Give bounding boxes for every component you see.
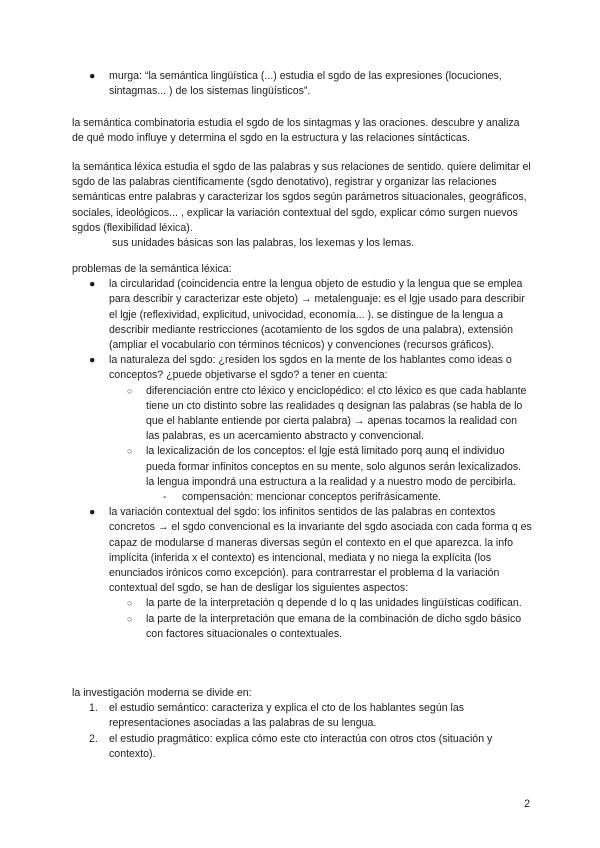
list-number: 2. <box>89 732 98 745</box>
murga-list <box>72 69 532 99</box>
list-item <box>72 505 532 596</box>
list-item <box>72 701 532 731</box>
bullet-circle: ○ <box>127 446 133 457</box>
investigacion-section <box>72 686 532 762</box>
list-item <box>72 444 532 490</box>
list-item <box>72 596 532 611</box>
list-item <box>72 69 532 99</box>
list-item <box>72 732 532 762</box>
investigacion-heading: la investigación moderna se divide en: <box>72 687 252 699</box>
bullet-dot: ● <box>89 506 96 519</box>
bullet-circle: ○ <box>127 613 133 624</box>
lexicalizacion-text: la lexicalización de los conceptos: el lgje está limitado porq aunq el individuo pueda formar infinitos conceptos en su mente, solo algunos serán lexicalizados. la lengua impondrá una estructura a la realidad y a nuestro modo de percibirla. <box>146 445 522 488</box>
list-item <box>72 384 532 445</box>
naturaleza-text: la naturaleza del sgdo: ¿residen los sgdos en la mente de los hablantes como ideas o conceptos? ¿puede objetivarse el sgdo? a tener en cuenta: <box>109 354 512 382</box>
diferenciacion-text: diferenciación entre cto léxico y enciclopédico: el cto léxico es que cada hablante tiene un cto distinto sobre las realidades q designan las palabras (se habla de lo que el hablante entiende por cierta palabra) → apenas tocamos la realidad con las palabras, es un acercamiento abstracto y convencional. <box>146 384 527 443</box>
parte2-text: la parte de la interpretación que emana de la combinación de dicho sgdo básico con factores situacionales o contextuales. <box>146 612 522 640</box>
variacion-text: la variación contextual del sgdo: los infinitos sentidos de las palabras en contextos concretos → el sgdo convencional es la invariante del sgdo asociada con cada forma q es capaz de modularse d maneras diversas según el contexto en el que aparezca. la info implícita (inferida x el contexto) es intencional, mediata y no niega la explícita (los enunciados irónicos como excepción). para contrarrestar el problema d la variación contextual del sgdo, se han de desligar los siguientes aspectos: <box>109 506 532 595</box>
problemas-section <box>72 262 532 642</box>
list-item <box>72 353 532 383</box>
unidades-paragraph: sus unidades básicas son las palabras, los lexemas y los lemas. <box>112 237 415 250</box>
combinatoria-paragraph: la semántica combinatoria estudia el sgdo de los sintagmas y las oraciones. descubre y analiza de qué modo influye y determina el sgdo en la estructura y las relaciones sintácticas. <box>72 117 520 145</box>
bullet-dot: ● <box>89 278 96 291</box>
bullet-circle: ○ <box>127 598 133 609</box>
list-item <box>72 277 532 353</box>
lexica-paragraph: la semántica léxica estudia el sgdo de las palabras y sus relaciones de sentido. quiere delimitar el sgdo de las palabras científicamente (sgdo denotativo), registrar y organizar las relaciones semánticas entre palabras y caracterizar los sgdos según parámetros situacionales, geográficos, sociales, ideológicos... , explicar la variación contextual del sgdo, explicar cómo surgen nuevos sgdos (flexibilidad léxica). <box>72 161 531 234</box>
bullet-dash: - <box>163 491 167 504</box>
variacion-list <box>72 505 532 596</box>
murga-quote: murga: “la semántica lingüística (...) estudia el sgdo de las expresiones (locuciones, sintagmas... ) de los sistemas lingüísticos”. <box>109 70 502 98</box>
problemas-list <box>72 277 532 383</box>
bullet-dot: ● <box>89 354 96 367</box>
compensacion-text: compensación: mencionar conceptos perifrásicamente. <box>182 491 442 504</box>
problemas-heading: problemas de la semántica léxica: <box>72 263 232 275</box>
parte1-text: la parte de la interpretación q depende d lo q las unidades lingüísticas codifican. <box>146 597 522 610</box>
page-number: 2 <box>524 798 530 810</box>
bullet-circle: ○ <box>127 385 133 396</box>
estudio-semantico-text: el estudio semántico: caracteriza y explica el cto de los hablantes según las representaciones asociadas a las palabras de su lengua. <box>109 702 465 730</box>
list-item <box>72 490 532 505</box>
estudio-pragmatico-text: el estudio pragmático: explica cómo este cto interactúa con otros ctos (situación y contexto). <box>109 732 493 760</box>
bullet-dot: ● <box>89 70 96 82</box>
naturaleza-sublist <box>72 384 532 506</box>
circularidad-text: la circularidad (coincidencia entre la lengua objeto de estudio y la lengua que se emplea para describir y caracterizar este objeto) → metalenguaje: es el lgje usado para describir el lgje (reflexividad, explicitud, univocidad, economía... ). se distingue de la lengua a describir mediante restricciones (acotamiento de los sgdos de una palabra), extensión (ampliar el vocabulario con términos técnicos) y convenciones (recursos gráficos). <box>109 278 525 352</box>
lexica-block <box>72 160 532 251</box>
investigacion-list <box>72 701 532 762</box>
list-item <box>72 612 532 642</box>
variacion-sublist <box>72 596 532 642</box>
list-number: 1. <box>89 702 98 715</box>
